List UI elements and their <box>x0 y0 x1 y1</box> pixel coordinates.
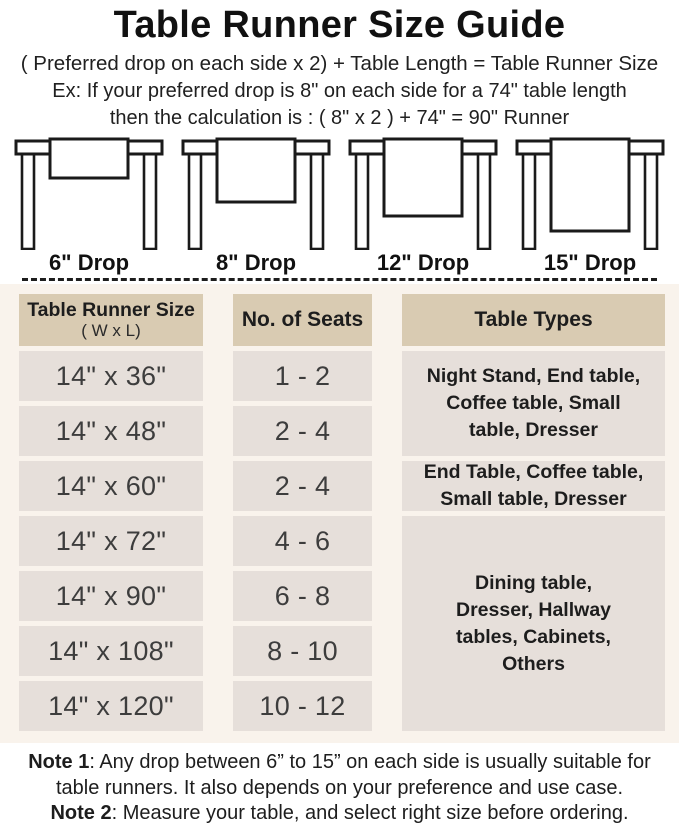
runner-drape <box>217 139 295 202</box>
seats-cell-8-10: 8 - 10 <box>233 626 372 676</box>
table-leg-left <box>22 153 34 249</box>
drop-illustration-15in <box>514 137 666 276</box>
runner-drape <box>551 139 629 231</box>
drop-illustration-12in <box>347 137 499 276</box>
size-table-section <box>0 284 679 743</box>
header-size-title: Table Runner Size <box>27 299 195 321</box>
note-1 <box>4 750 675 801</box>
drop-label-12in: 12" Drop <box>376 250 470 275</box>
formula-text: ( Preferred drop on each side x 2) + Table Length = Table Runner Size <box>20 52 659 75</box>
note-2-label: Note 2 <box>50 802 112 824</box>
size-cell-14x48: 14" x 48" <box>19 406 203 456</box>
table-leg-right <box>311 153 323 249</box>
table-types-group-small: Night Stand, End table, Coffee table, Small table, Dresser <box>402 351 665 456</box>
table-runner-12in-diagram-icon <box>347 137 499 250</box>
table-leg-left <box>189 153 201 249</box>
size-cell-14x108: 14" x 108" <box>19 626 203 676</box>
size-cell-14x36: 14" x 36" <box>19 351 203 401</box>
seats-cell-2-4: 2 - 4 <box>233 406 372 456</box>
table-runner-6in-diagram-icon <box>13 137 165 250</box>
seats-cell-10-12: 10 - 12 <box>233 681 372 731</box>
table-leg-left <box>523 153 535 249</box>
runner-drape <box>384 139 462 216</box>
size-cell-14x72: 14" x 72" <box>19 516 203 566</box>
table-leg-right <box>478 153 490 249</box>
note-1-label: Note 1 <box>28 751 90 773</box>
seats-cell-2-4b: 2 - 4 <box>233 461 372 511</box>
table-types-group-large: Dining table, Dresser, Hallway tables, Cabinets, Others <box>402 516 665 731</box>
drop-illustrations-row <box>0 137 679 276</box>
table-leg-right <box>645 153 657 249</box>
header-types-column: Table Types <box>402 294 665 346</box>
table-types-group-medium: End Table, Coffee table, Small table, Dresser <box>402 461 665 511</box>
page-title: Table Runner Size Guide <box>113 4 566 46</box>
table-leg-left <box>356 153 368 249</box>
drop-label-8in: 8" Drop <box>215 250 297 275</box>
drop-illustration-8in <box>180 137 332 276</box>
seats-cell-4-6: 4 - 6 <box>233 516 372 566</box>
header-size-column <box>19 294 203 346</box>
example-line-1: Ex: If your preferred drop is 8" on each side for a 74" table length <box>52 80 627 102</box>
header-size-subtitle: ( W x L) <box>81 321 141 340</box>
drop-label-15in: 15" Drop <box>543 250 637 275</box>
table-runner-15in-diagram-icon <box>514 137 666 250</box>
seats-cell-6-8: 6 - 8 <box>233 571 372 621</box>
size-guide-table <box>19 294 665 731</box>
size-cell-14x60: 14" x 60" <box>19 461 203 511</box>
size-cell-14x90: 14" x 90" <box>19 571 203 621</box>
note-1-text: : Any drop between 6” to 15” on each side is usually suitable for table runners. It also depends on your preference and use case. <box>55 751 651 799</box>
header-seats-column: No. of Seats <box>233 294 372 346</box>
table-runner-8in-diagram-icon <box>180 137 332 250</box>
dashed-divider <box>22 278 657 281</box>
size-cell-14x120: 14" x 120" <box>19 681 203 731</box>
notes-section <box>0 743 679 826</box>
table-leg-right <box>144 153 156 249</box>
drop-label-6in: 6" Drop <box>48 250 130 275</box>
drop-illustration-6in <box>13 137 165 276</box>
runner-drape <box>50 139 128 178</box>
seats-cell-1-2: 1 - 2 <box>233 351 372 401</box>
note-2-text: : Measure your table, and select right size before ordering. <box>111 802 629 824</box>
note-2 <box>4 801 675 826</box>
example-line-2: then the calculation is : ( 8" x 2 ) + 74" = 90" Runner <box>109 107 570 129</box>
